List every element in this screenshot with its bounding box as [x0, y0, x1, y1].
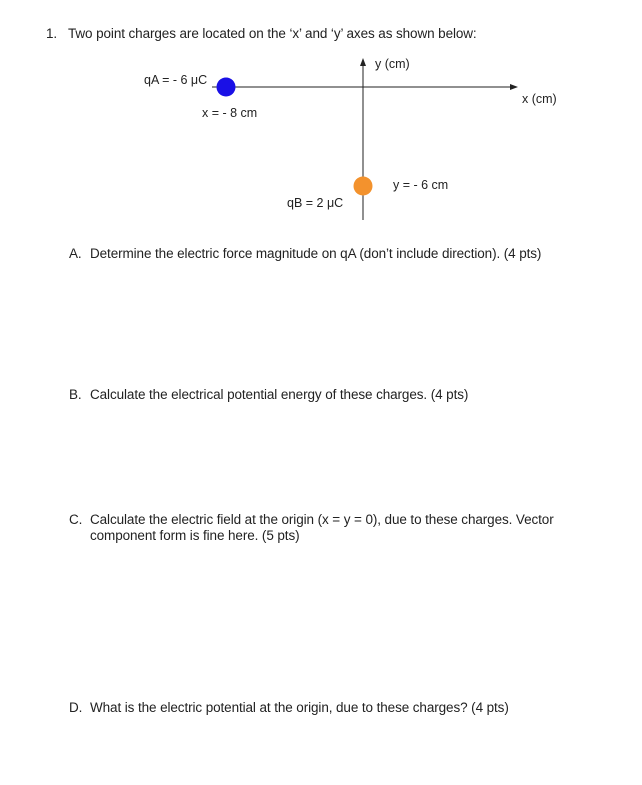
charge-a-label: qA = - 6 μC [144, 73, 208, 87]
charge-b-position: y = - 6 cm [393, 178, 449, 192]
part-a-letter: A. [69, 246, 82, 261]
part-b-letter: B. [69, 387, 82, 402]
part-d-text: What is the electric potential at the origin, due to these charges? (4 pts) [90, 700, 509, 715]
part-b-text: Calculate the electrical potential energy of these charges. (4 pts) [90, 387, 469, 402]
part-c-text-line2: component form is fine here. (5 pts) [90, 528, 300, 543]
part-c-text-line1: Calculate the electric field at the origin (x = y = 0), due to these charges. Vector [90, 512, 554, 527]
x-axis-arrowhead [510, 84, 518, 90]
part-d-letter: D. [69, 700, 83, 715]
y-axis-arrowhead [360, 58, 366, 66]
charge-a-position: x = - 8 cm [202, 106, 258, 120]
charge-a-dot [217, 78, 236, 97]
question-number: 1. [46, 26, 58, 41]
charge-b-label: qB = 2 μC [287, 196, 344, 210]
part-a-text: Determine the electric force magnitude on qA (don’t include direction). (4 pts) [90, 246, 542, 261]
x-axis-label: x (cm) [522, 92, 557, 106]
question-text: Two point charges are located on the ‘x’ and ‘y’ axes as shown below: [68, 26, 477, 41]
charge-b-dot [354, 177, 373, 196]
y-axis-label: y (cm) [375, 57, 410, 71]
part-c-letter: C. [69, 512, 83, 527]
